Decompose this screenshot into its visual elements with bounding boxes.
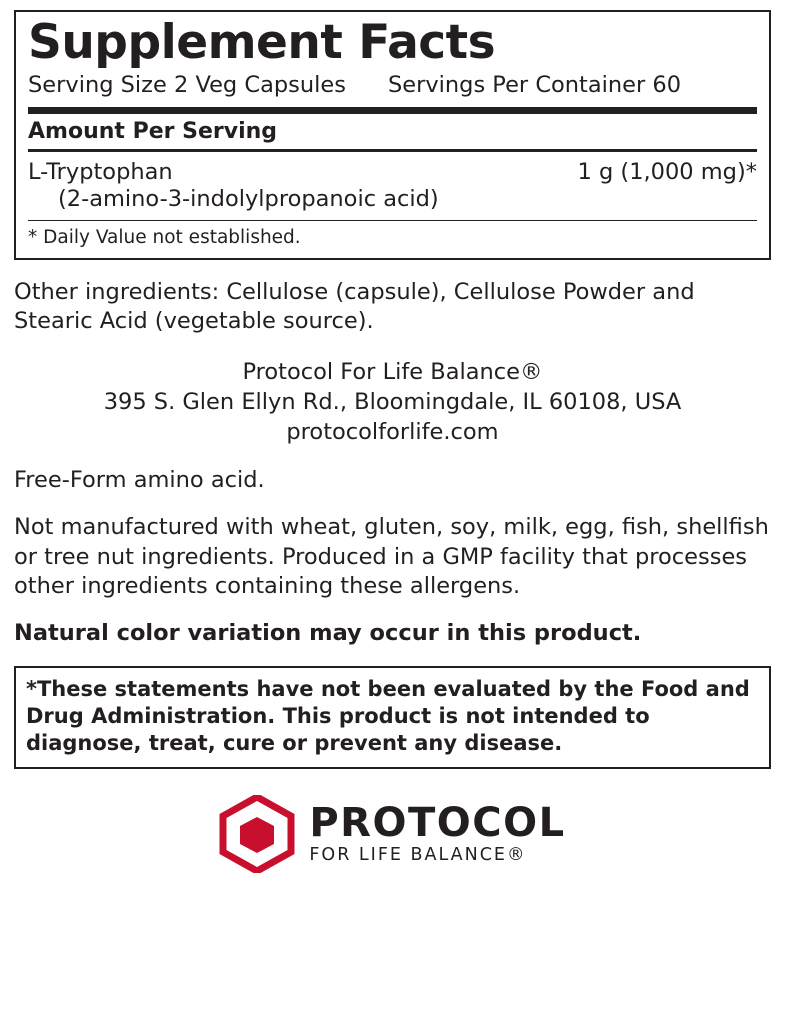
fda-disclaimer-box xyxy=(14,666,771,769)
logo-secondary-text: FOR LIFE BALANCE® xyxy=(309,845,527,866)
hexagon-logo-icon xyxy=(219,795,295,873)
amount-per-serving-header: Amount Per Serving xyxy=(28,118,278,144)
supplement-facts-panel xyxy=(14,10,771,260)
allergen-statement: Not manufactured with wheat, gluten, soy, milk, egg, fish, shellfish or tree nut ingredients. Produced in a GMP facility that processes other ingredients containing these allergens. xyxy=(14,514,769,599)
table-row xyxy=(28,152,757,185)
ingredient-name: L-Tryptophan xyxy=(28,158,173,185)
ingredient-amount: 1 g (1,000 mg)* xyxy=(577,158,757,185)
serving-size: Serving Size 2 Veg Capsules xyxy=(28,71,346,98)
ingredient-chemical-name: (2-amino-3-indolylpropanoic acid) xyxy=(58,185,439,212)
free-form-note: Free-Form amino acid. xyxy=(14,467,265,494)
brand-logo xyxy=(14,795,771,873)
company-name: Protocol For Life Balance® xyxy=(242,359,543,386)
servings-per-container: Servings Per Container 60 xyxy=(387,71,682,98)
divider-thick xyxy=(28,107,757,114)
logo-wordmark xyxy=(309,800,566,866)
daily-value-footnote: * Daily Value not established. xyxy=(28,226,301,248)
company-block xyxy=(14,358,771,448)
supplement-label-page xyxy=(0,10,785,1034)
company-website: protocolforlife.com xyxy=(286,419,499,446)
fda-disclaimer-text: *These statements have not been evaluated by the Food and Drug Administration. This product is not intended to diagnose, treat, cure or prevent any disease. xyxy=(26,677,750,756)
company-address: 395 S. Glen Ellyn Rd., Bloomingdale, IL 60108, USA xyxy=(103,389,682,416)
color-variation-note: Natural color variation may occur in this product. xyxy=(14,620,642,647)
serving-info-row xyxy=(28,71,757,105)
logo-primary-text: PROTOCOL xyxy=(309,800,566,847)
other-ingredients-text: Other ingredients: Cellulose (capsule), Cellulose Powder and Stearic Acid (vegetable source). xyxy=(14,278,695,335)
supplement-facts-title: Supplement Facts xyxy=(28,15,496,70)
